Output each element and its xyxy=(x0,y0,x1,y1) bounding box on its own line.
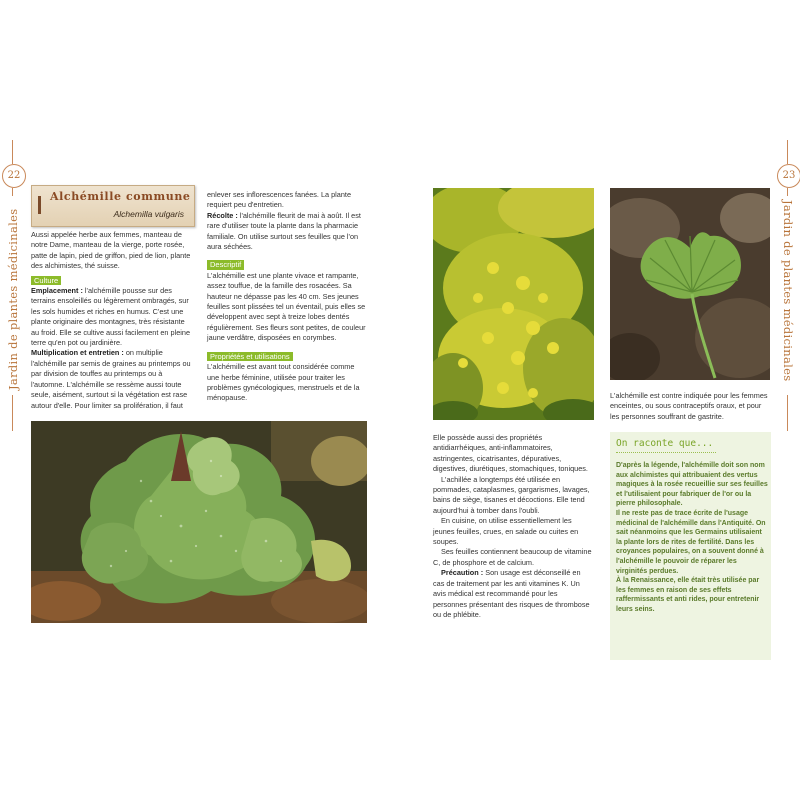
runner-rule-bottom xyxy=(787,395,788,431)
running-head: Jardin de plantes médicinales xyxy=(6,208,20,390)
legend-box-body xyxy=(616,461,768,615)
legend-box-divider xyxy=(616,452,716,453)
paragraph-multiplication: Multiplication et entretien : on multiplie l'alchémille par semis de graines au printemps ou par division de touffes au printemps ou à l'automne. L'alchémille se ressème aussi toute seule, aisément, surtout si la végétation est rase autour d'elle. Pour limiter sa prolifération, il faut xyxy=(31,348,191,410)
paragraph-uses: L'achillée a longtemps été utilisée en pommades, cataplasmes, gargarismes, lavages, bains de siège, tisanes et décoctions. Elle tend aujourd'hui à tomber dans l'oubli. xyxy=(433,474,590,515)
paragraph-cuisine: En cuisine, on utilise essentiellement les jeunes feuilles, crues, en salade ou cuites en soupes. xyxy=(433,516,579,547)
latin-name: Alchemilla vulgaris xyxy=(113,209,184,219)
plant-title: Alchémille commune xyxy=(50,190,191,203)
legend-box-heading: On raconte que... xyxy=(616,438,714,449)
column-right-text xyxy=(433,433,593,620)
right-page xyxy=(400,0,800,800)
legend-box xyxy=(610,432,771,660)
section-heading-proprietes: Propriétés et utilisations xyxy=(207,352,293,362)
intro-text: Aussi appelée herbe aux femmes, manteau de notre Dame, manteau de la vierge, porte rosée, patte de lapin, pied de griffon, pied de lion, plante des alchimistes, thé suisse. xyxy=(31,230,191,271)
runner-rule-mid xyxy=(12,188,13,196)
leaves-photo xyxy=(31,421,367,623)
runner-rule-top xyxy=(787,140,788,164)
young-leaf-photo xyxy=(610,188,770,380)
paragraph-recolte: Récolte : l'alchémille fleurit de mai à août. Il est rare d'utiliser toute la plante dans la pharmacie familiale. On utilise surtout ses feuilles que l'on aura séchées. xyxy=(207,210,361,252)
paragraph-descriptif: L'alchémille est une plante vivace et rampante, assez touffue, de la famille des rosacées. Sa hauteur ne dépasse pas les 40 cm. Ses jeunes feuilles sont plissées tel un éventail, puis elles se développent avec sept à treize lobes dentés régulièrement. Ses fleurs sont petites, de couleur jaune verdâtre, disposées en corymbes. xyxy=(207,270,366,343)
section-heading-culture: Culture xyxy=(31,276,61,286)
pin-icon xyxy=(38,196,41,214)
title-banner xyxy=(31,185,195,227)
flowers-photo xyxy=(433,188,594,420)
section-heading-descriptif: Descriptif xyxy=(207,260,244,270)
paragraph-proprietes: L'alchémille est avant tout considérée comme une herbe féminine, utilisée pour traiter les problèmes gynécologiques, menstruels et de la ménopause. xyxy=(207,362,360,403)
runner-rule-bottom xyxy=(12,395,13,431)
paragraph-precaution: Précaution : Son usage est déconseillé en cas de traitement par les anti vitamines K. Un avis médical est recommandé pour les personnes présentant des risques de thrombose ou de phlébite. xyxy=(433,568,590,619)
page-number: 23 xyxy=(777,164,800,188)
paragraph-emplacement: Emplacement : l'alchémille pousse sur des terrains ensoleillés ou légèrement ombragés, sur les sols humides et riches en humus. C'est une plante originaire des montagnes, très résistante au froid. Elle se cultive aussi facilement en pleine terre qu'en pot ou jardinière. xyxy=(31,286,190,348)
page-number: 22 xyxy=(2,164,26,188)
paragraph-properties: Elle possède aussi des propriétés antidiarrhéiques, anti-inflammatoires, astringentes, cicatrisantes, dépuratives, digestives, diurétiques, stomachiques, toniques. xyxy=(433,433,588,474)
running-head: Jardin de plantes médicinales xyxy=(781,200,795,382)
legend-paragraph: Il ne reste pas de trace écrite de l'usage médicinal de l'alchémille dans l'Antiquité. On sait néanmoins que les Germains utilisaient la plante lors de rites de fertilité. Dans les croyances populaires, on a souvent donné à l'alchémille le pouvoir de réparer les virginités perdues. xyxy=(616,509,766,575)
column-2 xyxy=(207,190,367,404)
column-1 xyxy=(31,230,191,411)
runner-rule-top xyxy=(12,140,13,164)
legend-paragraph: À la Renaissance, elle était très utilisée par les femmes en raison de ses effets raffermissants et anti rides, pour entretenir leurs seins. xyxy=(616,577,760,613)
runner-rule-mid xyxy=(787,188,788,196)
photo-caption: L'alchémille est contre indiquée pour les femmes enceintes, ou sous contraceptifs oraux, et pour les personnes souffrant de gastrite. xyxy=(610,391,768,421)
paragraph-vitamins: Ses feuilles contiennent beaucoup de vitamine C, de phosphore et de calcium. xyxy=(433,547,592,567)
paragraph-continued: enlever ses inflorescences fanées. La plante requiert peu d'entretien. xyxy=(207,190,351,210)
legend-paragraph: D'après la légende, l'alchémille doit son nom aux alchimistes qui attribuaient des vertus magiques à la rosée recueillie sur ses feuilles et l'utilisaient pour fabriquer de l'or ou la pierre philosophale. xyxy=(616,462,768,508)
